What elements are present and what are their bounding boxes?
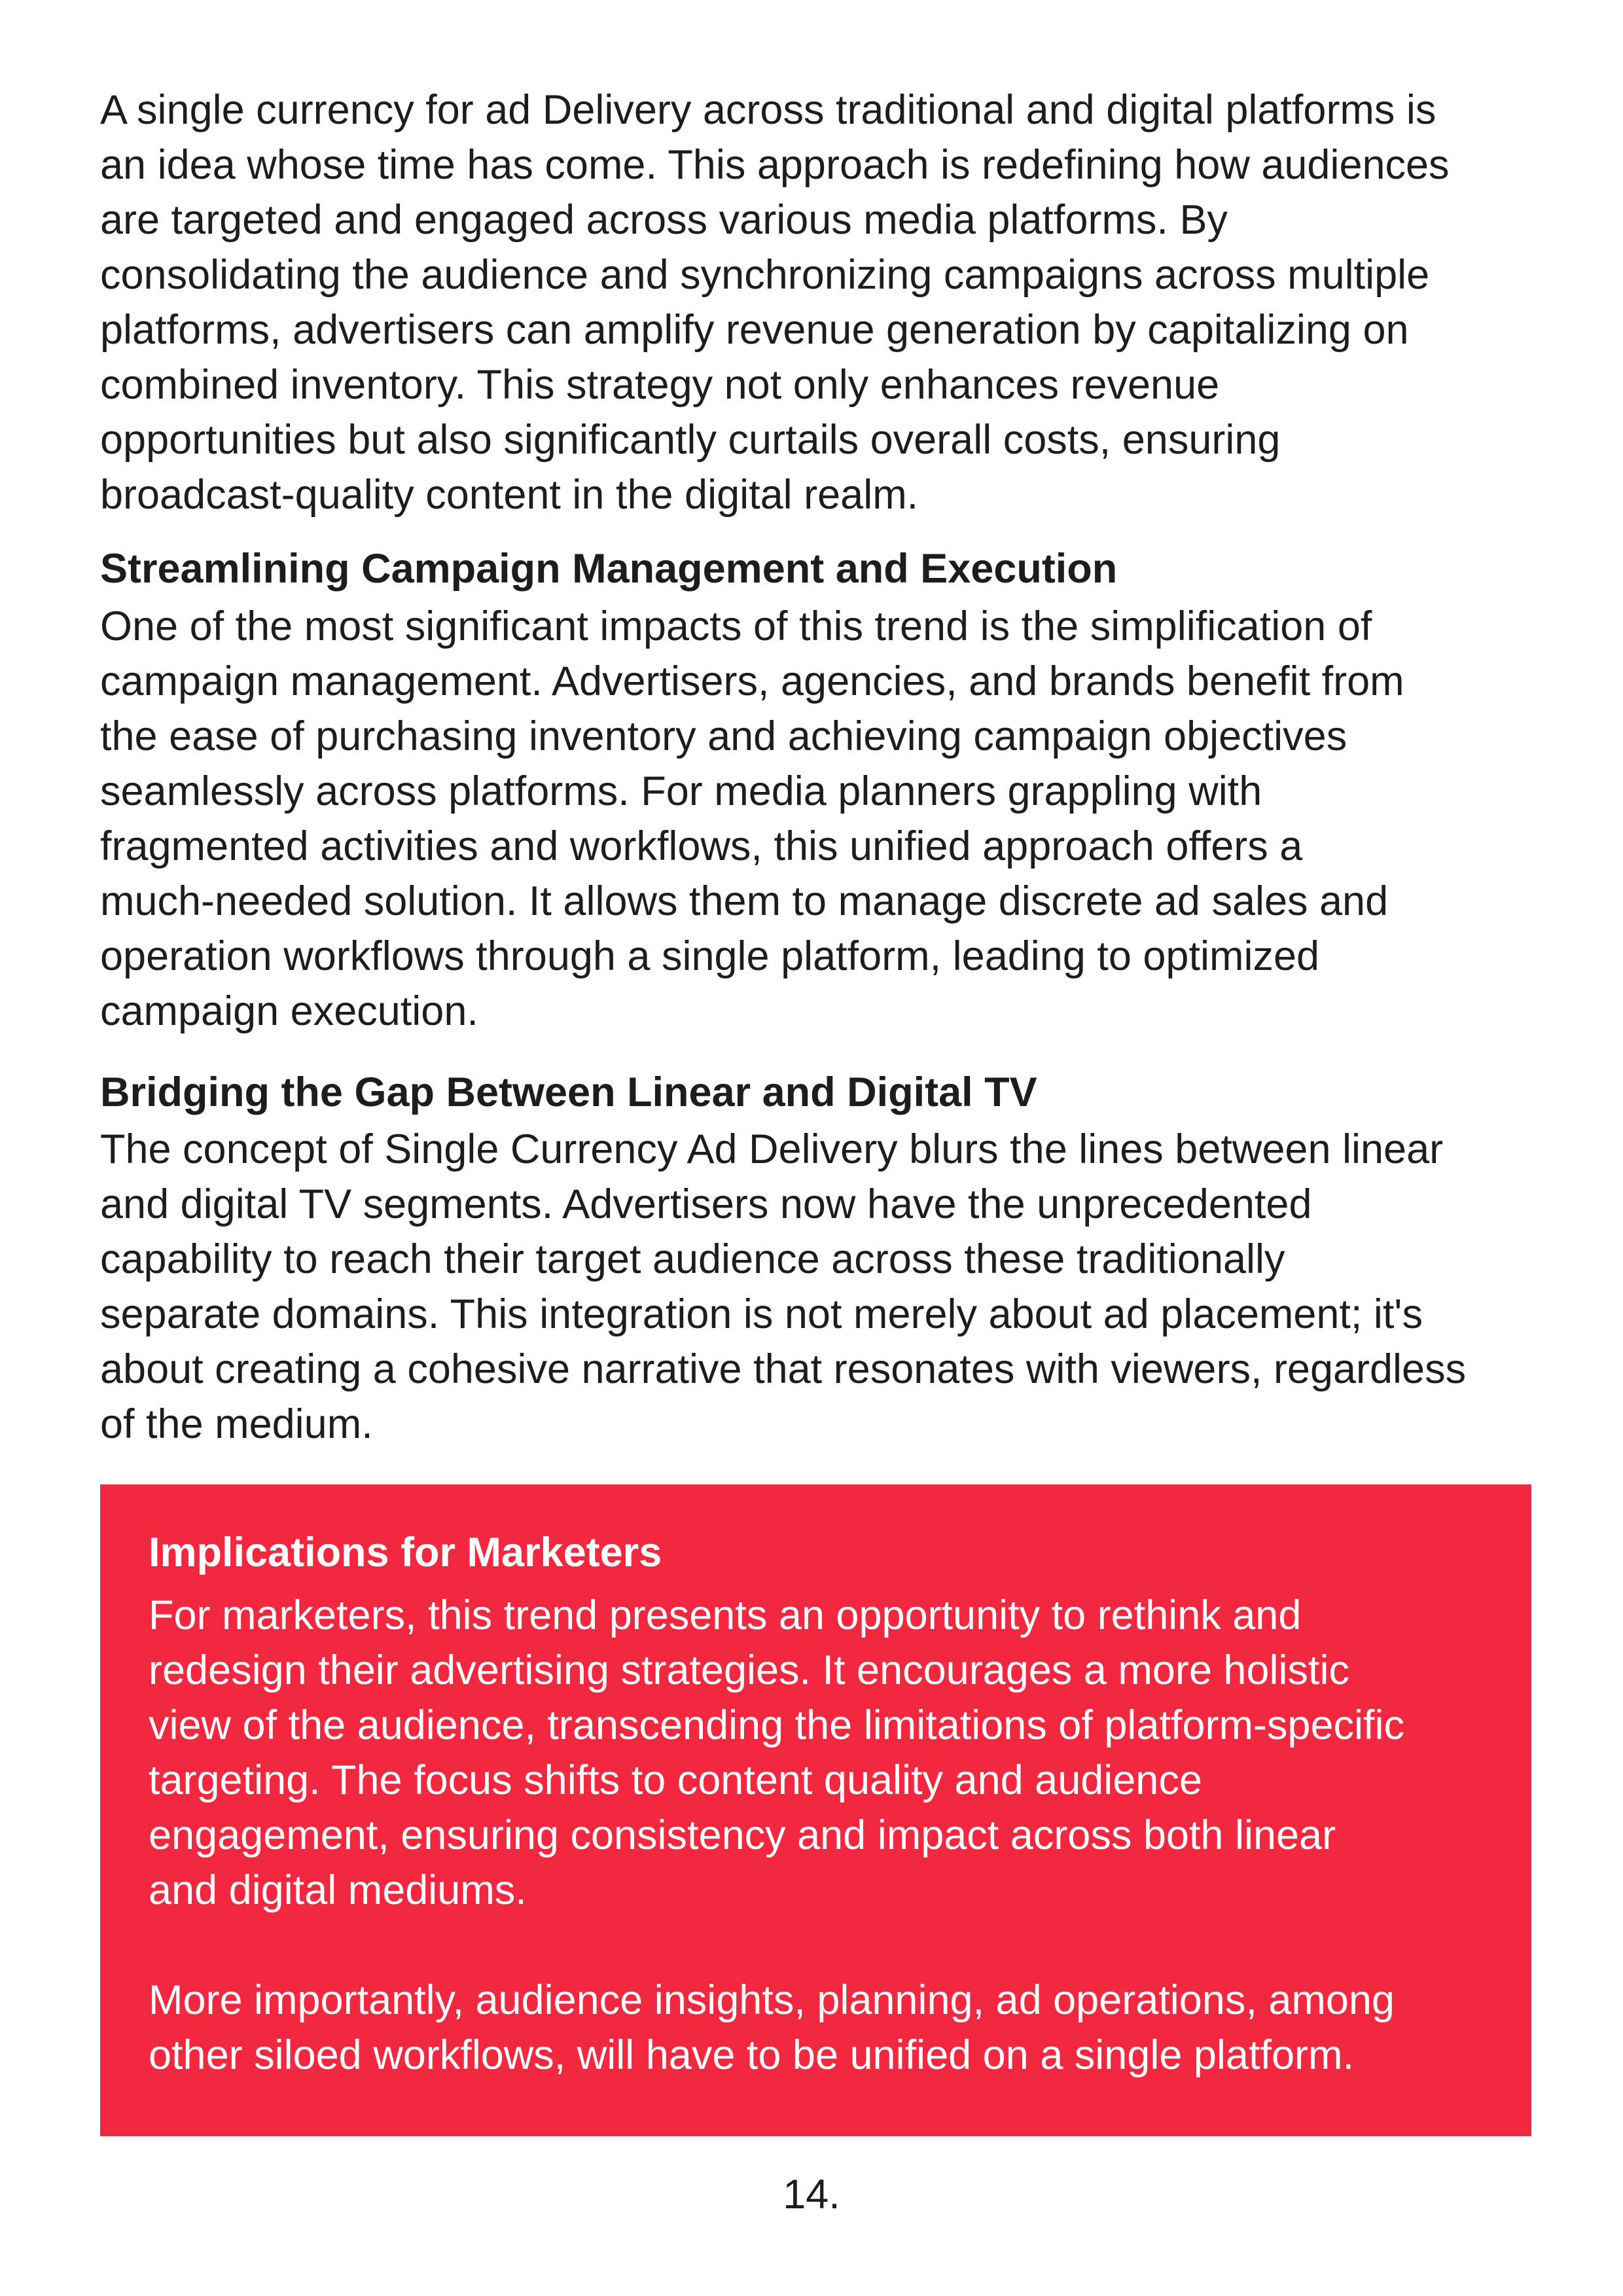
callout-paragraph: For marketers, this trend presents an opportunity to rethink and redesign their advertising strategies. It encourages a more holistic view of the audience, transcending the limitations of platform-specific targeting. The focus shifts to content quality and audience engagement, ensuring consistency and impact across both linear and digital mediums. — [149, 1592, 1404, 1913]
callout-heading: Implications for Marketers — [149, 1530, 662, 1575]
page-content — [100, 82, 1531, 2136]
section-paragraph-bridging: The concept of Single Currency Ad Delivery blurs the lines between linear and digital TV segments. Advertisers now have the unprecedented capability to reach their target audience across these traditionally separate domains. This integration is not merely about ad placement; it's about creating a cohesive narrative that resonates with viewers, regardless of the medium. — [100, 1126, 1467, 1447]
page-number: 14. — [783, 2172, 840, 2217]
callout-paragraph: More importantly, audience insights, planning, ad operations, among other siloed workflows, will have to be unified on a single platform. — [149, 1977, 1395, 2078]
intro-paragraph: A single currency for ad Delivery across traditional and digital platforms is an idea whose time has come. This approach is redefining how audiences are targeted and engaged across various media platforms. By consolidating the audience and synchronizing campaigns across multiple platforms, advertisers can amplify revenue generation by capitalizing on combined inventory. This strategy not only enhances revenue opportunities but also significantly curtails overall costs, ensuring broadcast-quality content in the digital realm. — [100, 87, 1450, 518]
implications-callout-box — [100, 1484, 1531, 2136]
section-heading-streamlining: Streamlining Campaign Management and Execution — [100, 546, 1118, 592]
section-heading-bridging: Bridging the Gap Between Linear and Digital TV — [100, 1069, 1037, 1115]
section-paragraph-streamlining: One of the most significant impacts of this trend is the simplification of campaign management. Advertisers, agencies, and brands benefit from the ease of purchasing inventory and achieving campaign objectives seamlessly across platforms. For media planners grappling with fragmented activities and workflows, this unified approach offers a much-needed solution. It allows them to manage discrete ad sales and operation workflows through a single platform, leading to optimized campaign execution. — [100, 603, 1404, 1034]
